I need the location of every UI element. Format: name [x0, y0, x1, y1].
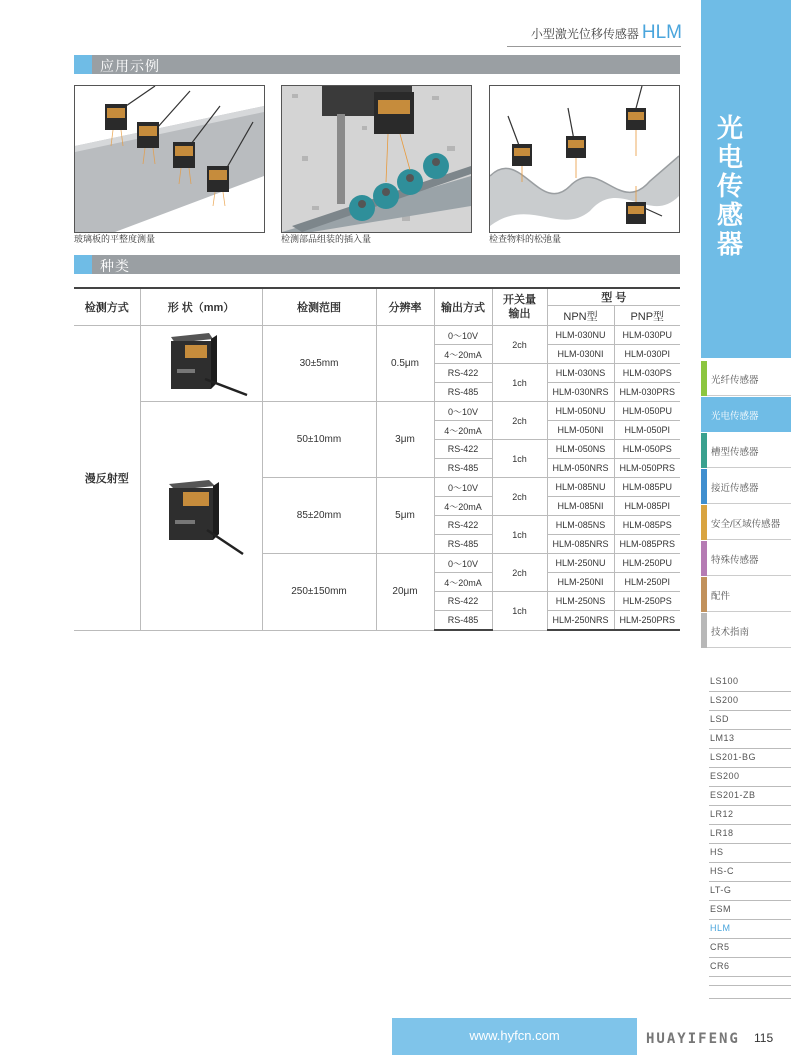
sidebar-sub-item[interactable]	[709, 806, 791, 825]
mode-cell: 漫反射型	[74, 326, 140, 631]
sidebar-sub-item[interactable]	[709, 844, 791, 863]
category-color-strip	[701, 433, 707, 468]
sidebar-category-item[interactable]	[701, 469, 791, 504]
output-cell: 4～20mA	[434, 497, 492, 516]
category-divider	[707, 575, 791, 576]
footer-brand-logo: HUAYIFENG	[646, 1031, 740, 1047]
pnp-cell: HLM-050PRS	[614, 459, 680, 478]
sidebar-sub-item[interactable]	[709, 749, 791, 768]
sensor-product-image-small	[151, 329, 251, 399]
switch-cell: 2ch	[492, 554, 547, 592]
output-cell: RS-422	[434, 592, 492, 611]
category-color-strip	[701, 469, 707, 504]
switch-cell: 2ch	[492, 402, 547, 440]
section-title-applications: 应用示例	[100, 58, 160, 74]
pnp-cell: HLM-030PI	[614, 345, 680, 364]
sidebar-category-label: 槽型传感器	[711, 447, 759, 458]
output-cell: 4～20mA	[434, 345, 492, 364]
pnp-cell: HLM-050PU	[614, 402, 680, 421]
sidebar-category-item[interactable]	[701, 433, 791, 468]
sidebar-sub-item[interactable]	[709, 882, 791, 901]
switch-cell: 2ch	[492, 478, 547, 516]
sidebar-sub-item[interactable]	[709, 673, 791, 692]
sidebar-sub-item-label: HS-C	[710, 866, 734, 876]
npn-cell: HLM-030NU	[547, 326, 614, 345]
npn-cell: HLM-250NS	[547, 592, 614, 611]
output-cell: 0～10V	[434, 326, 492, 345]
output-cell: 4～20mA	[434, 573, 492, 592]
pnp-cell: HLM-085PS	[614, 516, 680, 535]
sidebar-sub-item[interactable]	[709, 901, 791, 920]
application-image-slack	[489, 85, 680, 233]
switch-cell: 1ch	[492, 592, 547, 631]
category-divider	[707, 467, 791, 468]
npn-cell: HLM-050NI	[547, 421, 614, 440]
pnp-cell: HLM-250PRS	[614, 611, 680, 631]
category-color-strip	[701, 397, 707, 432]
sidebar-category-item[interactable]	[701, 613, 791, 648]
sidebar-category-label: 接近传感器	[711, 483, 759, 494]
sidebar-category-item[interactable]	[701, 361, 791, 396]
application-caption-3: 检查物料的松弛量	[489, 234, 562, 244]
sidebar-sub-item[interactable]	[709, 863, 791, 882]
sidebar-sub-item-label: ES201-ZB	[710, 790, 756, 800]
application-image-glass-flatness	[74, 85, 265, 233]
output-cell: 4～20mA	[434, 421, 492, 440]
sidebar-sub-item[interactable]	[709, 939, 791, 958]
switch-cell: 1ch	[492, 440, 547, 478]
pnp-cell: HLM-050PS	[614, 440, 680, 459]
npn-cell: HLM-250NRS	[547, 611, 614, 631]
output-cell: RS-485	[434, 383, 492, 402]
sidebar-sub-item-label: LS200	[710, 695, 739, 705]
category-color-strip	[701, 577, 707, 612]
pnp-cell: HLM-085PRS	[614, 535, 680, 554]
sidebar-sub-item-label: LR18	[710, 828, 734, 838]
npn-cell: HLM-050NU	[547, 402, 614, 421]
sidebar-sub-item[interactable]	[709, 825, 791, 844]
header-subtitle: 小型激光位移传感器	[530, 27, 639, 41]
output-cell: RS-485	[434, 535, 492, 554]
sidebar-category-label: 安全/区域传感器	[711, 519, 781, 530]
sidebar-sub-item-label: LM13	[710, 733, 735, 743]
sidebar-sub-item-label: HLM	[710, 923, 731, 933]
sidebar-category-item[interactable]	[701, 577, 791, 612]
sidebar-sub-item[interactable]	[709, 692, 791, 711]
category-divider	[707, 647, 791, 648]
sidebar-title-char: 传	[716, 171, 743, 201]
sidebar-sub-item[interactable]	[709, 768, 791, 787]
sidebar-category-item[interactable]	[701, 505, 791, 540]
output-cell: RS-485	[434, 611, 492, 631]
header-npn: NPN型	[547, 306, 614, 326]
npn-cell: HLM-085NU	[547, 478, 614, 497]
header-switch-text: 开关量输出	[503, 294, 536, 320]
sidebar-sub-item-label: LS100	[710, 676, 739, 686]
category-divider	[707, 395, 791, 396]
sidebar-title	[706, 114, 754, 259]
pnp-cell: HLM-050PI	[614, 421, 680, 440]
pnp-cell: HLM-250PI	[614, 573, 680, 592]
sidebar-sub-item[interactable]	[709, 920, 791, 939]
pnp-cell: HLM-250PS	[614, 592, 680, 611]
npn-cell: HLM-050NRS	[547, 459, 614, 478]
page-number: 115	[754, 1031, 774, 1045]
pnp-cell: HLM-030PU	[614, 326, 680, 345]
sidebar-category-label: 光纤传感器	[711, 375, 759, 386]
header-shape: 形 状（mm）	[140, 288, 262, 326]
resolution-cell: 5μm	[376, 478, 434, 554]
category-divider	[707, 539, 791, 540]
section-accent	[74, 55, 92, 74]
section-bar-types	[74, 255, 680, 274]
sub-item-divider	[709, 998, 791, 999]
application-caption-1: 玻璃板的平整度测量	[74, 234, 156, 244]
output-cell: RS-422	[434, 364, 492, 383]
sidebar-sub-item-label: LSD	[710, 714, 730, 724]
sidebar-title-char: 感	[716, 200, 743, 230]
category-color-strip	[701, 505, 707, 540]
category-color-strip	[701, 541, 707, 576]
npn-cell: HLM-250NI	[547, 573, 614, 592]
resolution-cell: 20μm	[376, 554, 434, 631]
sidebar-sub-item[interactable]	[709, 730, 791, 749]
footer-url-link[interactable]: www.hyfcn.com	[469, 1028, 560, 1043]
page-header	[500, 22, 682, 46]
sidebar-title-char: 器	[716, 229, 743, 259]
sidebar-category-item[interactable]	[701, 541, 791, 576]
sidebar-sub-item-label: ES200	[710, 771, 740, 781]
output-cell: 0～10V	[434, 478, 492, 497]
header-resolution: 分辨率	[376, 288, 434, 326]
header-pnp: PNP型	[614, 306, 680, 326]
sidebar-sub-item[interactable]	[709, 711, 791, 730]
header-range: 检测范围	[262, 288, 376, 326]
npn-cell: HLM-085NI	[547, 497, 614, 516]
npn-cell: HLM-250NU	[547, 554, 614, 573]
sidebar-category-label: 光电传感器	[711, 411, 759, 422]
switch-cell: 1ch	[492, 364, 547, 402]
sub-item-divider	[709, 985, 791, 986]
sidebar-sub-item[interactable]	[709, 787, 791, 806]
npn-cell: HLM-030NRS	[547, 383, 614, 402]
range-cell: 30±5mm	[262, 326, 376, 402]
sidebar-category-label: 配件	[711, 591, 731, 602]
sub-item-divider	[709, 976, 791, 977]
sidebar-category-label: 技术指南	[711, 627, 750, 638]
category-color-strip	[701, 361, 707, 396]
sidebar-category-label: 特殊传感器	[711, 555, 759, 566]
output-cell: RS-485	[434, 459, 492, 478]
output-cell: RS-422	[434, 440, 492, 459]
section-title-types: 种类	[100, 258, 130, 274]
table-row	[74, 402, 680, 421]
sidebar-sub-item-label: CR6	[710, 961, 730, 971]
pnp-cell: HLM-250PU	[614, 554, 680, 573]
header-mode: 检测方式	[74, 288, 140, 326]
npn-cell: HLM-085NS	[547, 516, 614, 535]
range-cell: 85±20mm	[262, 478, 376, 554]
sidebar-category-item[interactable]	[701, 397, 791, 432]
range-cell: 250±150mm	[262, 554, 376, 631]
output-cell: 0～10V	[434, 554, 492, 573]
resolution-cell: 0.5μm	[376, 326, 434, 402]
section-bar-applications	[74, 55, 680, 74]
table-row	[74, 326, 680, 345]
category-color-strip	[701, 613, 707, 648]
sidebar-sub-item[interactable]	[709, 958, 791, 977]
header-model: HLM	[641, 22, 682, 43]
output-cell: 0～10V	[434, 402, 492, 421]
sidebar-sub-item-label: HS	[710, 847, 724, 857]
pnp-cell: HLM-085PI	[614, 497, 680, 516]
header-rule	[507, 46, 681, 47]
sidebar-sub-item-label: LT-G	[710, 885, 732, 895]
pnp-cell: HLM-030PS	[614, 364, 680, 383]
sidebar-sub-item-label: LR12	[710, 809, 734, 819]
npn-cell: HLM-085NRS	[547, 535, 614, 554]
section-accent	[74, 255, 92, 274]
output-cell: RS-422	[434, 516, 492, 535]
spec-table	[74, 287, 680, 631]
sidebar-title-char: 光	[716, 113, 743, 143]
header-switch	[492, 288, 547, 326]
sensor-product-image-large	[151, 476, 251, 556]
pnp-cell: HLM-085PU	[614, 478, 680, 497]
sidebar-sub-item-label: CR5	[710, 942, 730, 952]
npn-cell: HLM-030NI	[547, 345, 614, 364]
sidebar-title-char: 电	[716, 142, 743, 172]
header-model: 型 号	[547, 288, 680, 306]
application-caption-2: 检测部品组装的插入量	[281, 234, 372, 244]
npn-cell: HLM-050NS	[547, 440, 614, 459]
switch-cell: 1ch	[492, 516, 547, 554]
category-divider	[707, 503, 791, 504]
application-image-insertion	[281, 85, 472, 233]
header-output: 输出方式	[434, 288, 492, 326]
pnp-cell: HLM-030PRS	[614, 383, 680, 402]
range-cell: 50±10mm	[262, 402, 376, 478]
resolution-cell: 3μm	[376, 402, 434, 478]
shape-cell-large	[140, 402, 262, 631]
npn-cell: HLM-030NS	[547, 364, 614, 383]
switch-cell: 2ch	[492, 326, 547, 364]
sidebar-sub-item-label: LS201-BG	[710, 752, 757, 762]
sidebar-sub-item-label: ESM	[710, 904, 732, 914]
shape-cell-small	[140, 326, 262, 402]
category-divider	[707, 611, 791, 612]
